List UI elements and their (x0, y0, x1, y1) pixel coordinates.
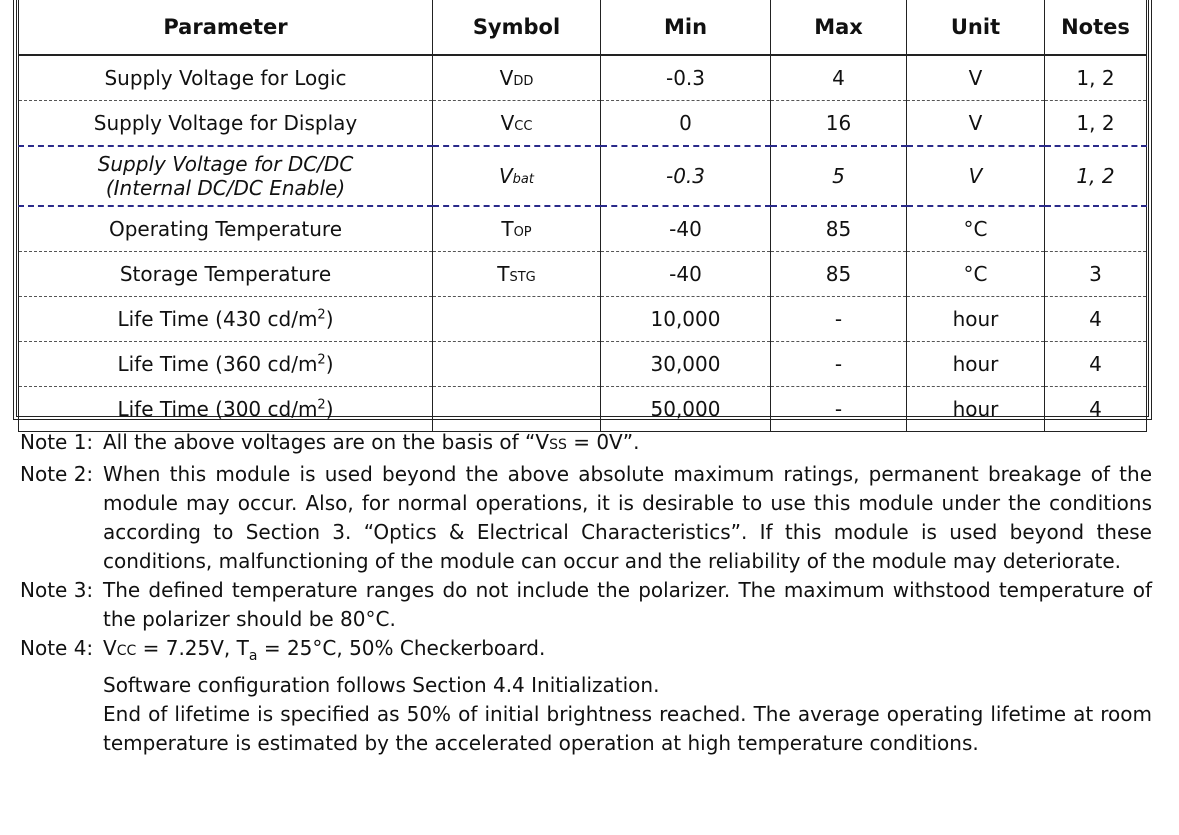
unit-cell: hour (907, 297, 1045, 342)
header-symbol: Symbol (433, 0, 601, 55)
table-row (19, 387, 1147, 432)
header-parameter: Parameter (19, 0, 433, 55)
symbol-subscript: OP (513, 225, 532, 240)
unit-cell: hour (907, 342, 1045, 387)
symbol-main: V (499, 66, 514, 90)
symbol-main: V (500, 111, 515, 135)
table-header-row (19, 0, 1147, 55)
note-line: End of lifetime is specified as 50% of initial brightness reached. The average operating lifetime at room temperature is estimated by the accelerated operation at high temperature conditions. (103, 702, 1152, 755)
note-body: When this module is used beyond the above absolute maximum ratings, permanent breakage of the module may occur. Also, for normal operations, it is desirable to use this module under the conditions according to Section 3. “Optics & Electrical Characteristics”. If this module is used beyond these conditions, malfunctioning of the module can occur and the reliability of the module may deteriorate. (103, 462, 1152, 573)
notes-cell: 4 (1045, 297, 1147, 342)
note-text: V (103, 636, 117, 660)
note-label: Note 4: (20, 636, 94, 660)
table-row (19, 252, 1147, 297)
symbol-cell (433, 101, 601, 147)
note-subscript: SS (549, 437, 567, 453)
table-row (19, 146, 1147, 206)
min-cell: 10,000 (601, 297, 771, 342)
min-cell: 30,000 (601, 342, 771, 387)
parameter-close: ) (325, 307, 334, 331)
note-label: Note 3: (20, 578, 94, 602)
absolute-maximum-ratings-table (18, 0, 1147, 432)
unit-cell: °C (907, 206, 1045, 252)
notes-section (20, 428, 1152, 758)
note-body: The defined temperature ranges do not include the polarizer. The maximum withstood temperature of the polarizer should be 80°C. (103, 578, 1152, 631)
min-cell: 50,000 (601, 387, 771, 432)
max-cell: 85 (771, 206, 907, 252)
max-cell: 85 (771, 252, 907, 297)
note-label: Note 1: (20, 430, 94, 454)
parameter-text: Life Time (300 cd/m (117, 397, 318, 421)
note-line (103, 634, 1152, 671)
symbol-subscript: bat (512, 172, 534, 187)
note-body (103, 634, 1152, 758)
note-text: = 0V”. (566, 430, 640, 454)
min-cell: -40 (601, 206, 771, 252)
symbol-cell (433, 387, 601, 432)
max-cell: - (771, 342, 907, 387)
note-text: All the above voltages are on the basis of “V (103, 430, 550, 454)
parameter-cell: Operating Temperature (19, 206, 433, 252)
parameter-close: ) (325, 397, 334, 421)
unit-cell: °C (907, 252, 1045, 297)
parameter-superscript: 2 (317, 352, 326, 368)
symbol-cell (433, 146, 601, 206)
min-cell: 0 (601, 101, 771, 147)
notes-cell: 1, 2 (1045, 101, 1147, 147)
symbol-main: T (501, 217, 514, 241)
parameter-superscript: 2 (317, 397, 326, 413)
symbol-main: V (498, 164, 513, 188)
parameter-cell (19, 387, 433, 432)
unit-cell: V (907, 55, 1045, 101)
note-text: = 25°C, 50% Checkerboard. (257, 636, 546, 660)
symbol-cell (433, 55, 601, 101)
parameter-line1: Supply Voltage for DC/DC (97, 152, 354, 176)
table-row (19, 342, 1147, 387)
note-line: Software configuration follows Section 4.4 Initialization. (103, 673, 660, 697)
max-cell: 4 (771, 55, 907, 101)
symbol-cell (433, 342, 601, 387)
min-cell: -0.3 (601, 55, 771, 101)
note-1 (20, 428, 1152, 460)
header-notes: Notes (1045, 0, 1147, 55)
note-subscript: a (248, 648, 258, 664)
note-text: = 7.25V, T (136, 636, 249, 660)
parameter-cell (19, 342, 433, 387)
note-2 (20, 460, 1152, 576)
symbol-cell (433, 297, 601, 342)
header-min: Min (601, 0, 771, 55)
unit-cell: V (907, 101, 1045, 147)
note-body (103, 428, 1152, 460)
table-row (19, 206, 1147, 252)
header-max: Max (771, 0, 907, 55)
note-4 (20, 634, 1152, 758)
symbol-subscript: STG (509, 270, 536, 285)
note-label: Note 2: (20, 462, 94, 486)
header-unit: Unit (907, 0, 1045, 55)
parameter-line2: (Internal DC/DC Enable) (105, 176, 346, 200)
parameter-close: ) (325, 352, 334, 376)
max-cell: 16 (771, 101, 907, 147)
parameter-cell (19, 146, 433, 206)
symbol-cell (433, 206, 601, 252)
symbol-cell (433, 252, 601, 297)
table-row (19, 101, 1147, 147)
max-cell: - (771, 387, 907, 432)
notes-cell: 1, 2 (1045, 55, 1147, 101)
notes-cell: 3 (1045, 252, 1147, 297)
notes-cell: 1, 2 (1045, 146, 1147, 206)
note-3 (20, 576, 1152, 634)
parameter-cell: Storage Temperature (19, 252, 433, 297)
notes-cell (1045, 206, 1147, 252)
symbol-subscript: DD (513, 74, 534, 89)
parameter-text: Life Time (360 cd/m (117, 352, 318, 376)
min-cell: -40 (601, 252, 771, 297)
symbol-main: T (497, 262, 510, 286)
parameter-text: Life Time (430 cd/m (117, 307, 318, 331)
max-cell: - (771, 297, 907, 342)
parameter-superscript: 2 (317, 307, 326, 323)
note-subscript: CC (116, 643, 137, 659)
min-cell: -0.3 (601, 146, 771, 206)
notes-cell: 4 (1045, 387, 1147, 432)
max-cell: 5 (771, 146, 907, 206)
table-row (19, 55, 1147, 101)
table-row (19, 297, 1147, 342)
unit-cell: V (907, 146, 1045, 206)
parameter-cell (19, 297, 433, 342)
parameter-cell: Supply Voltage for Logic (19, 55, 433, 101)
symbol-subscript: CC (514, 119, 533, 134)
parameter-cell: Supply Voltage for Display (19, 101, 433, 147)
notes-cell: 4 (1045, 342, 1147, 387)
unit-cell: hour (907, 387, 1045, 432)
